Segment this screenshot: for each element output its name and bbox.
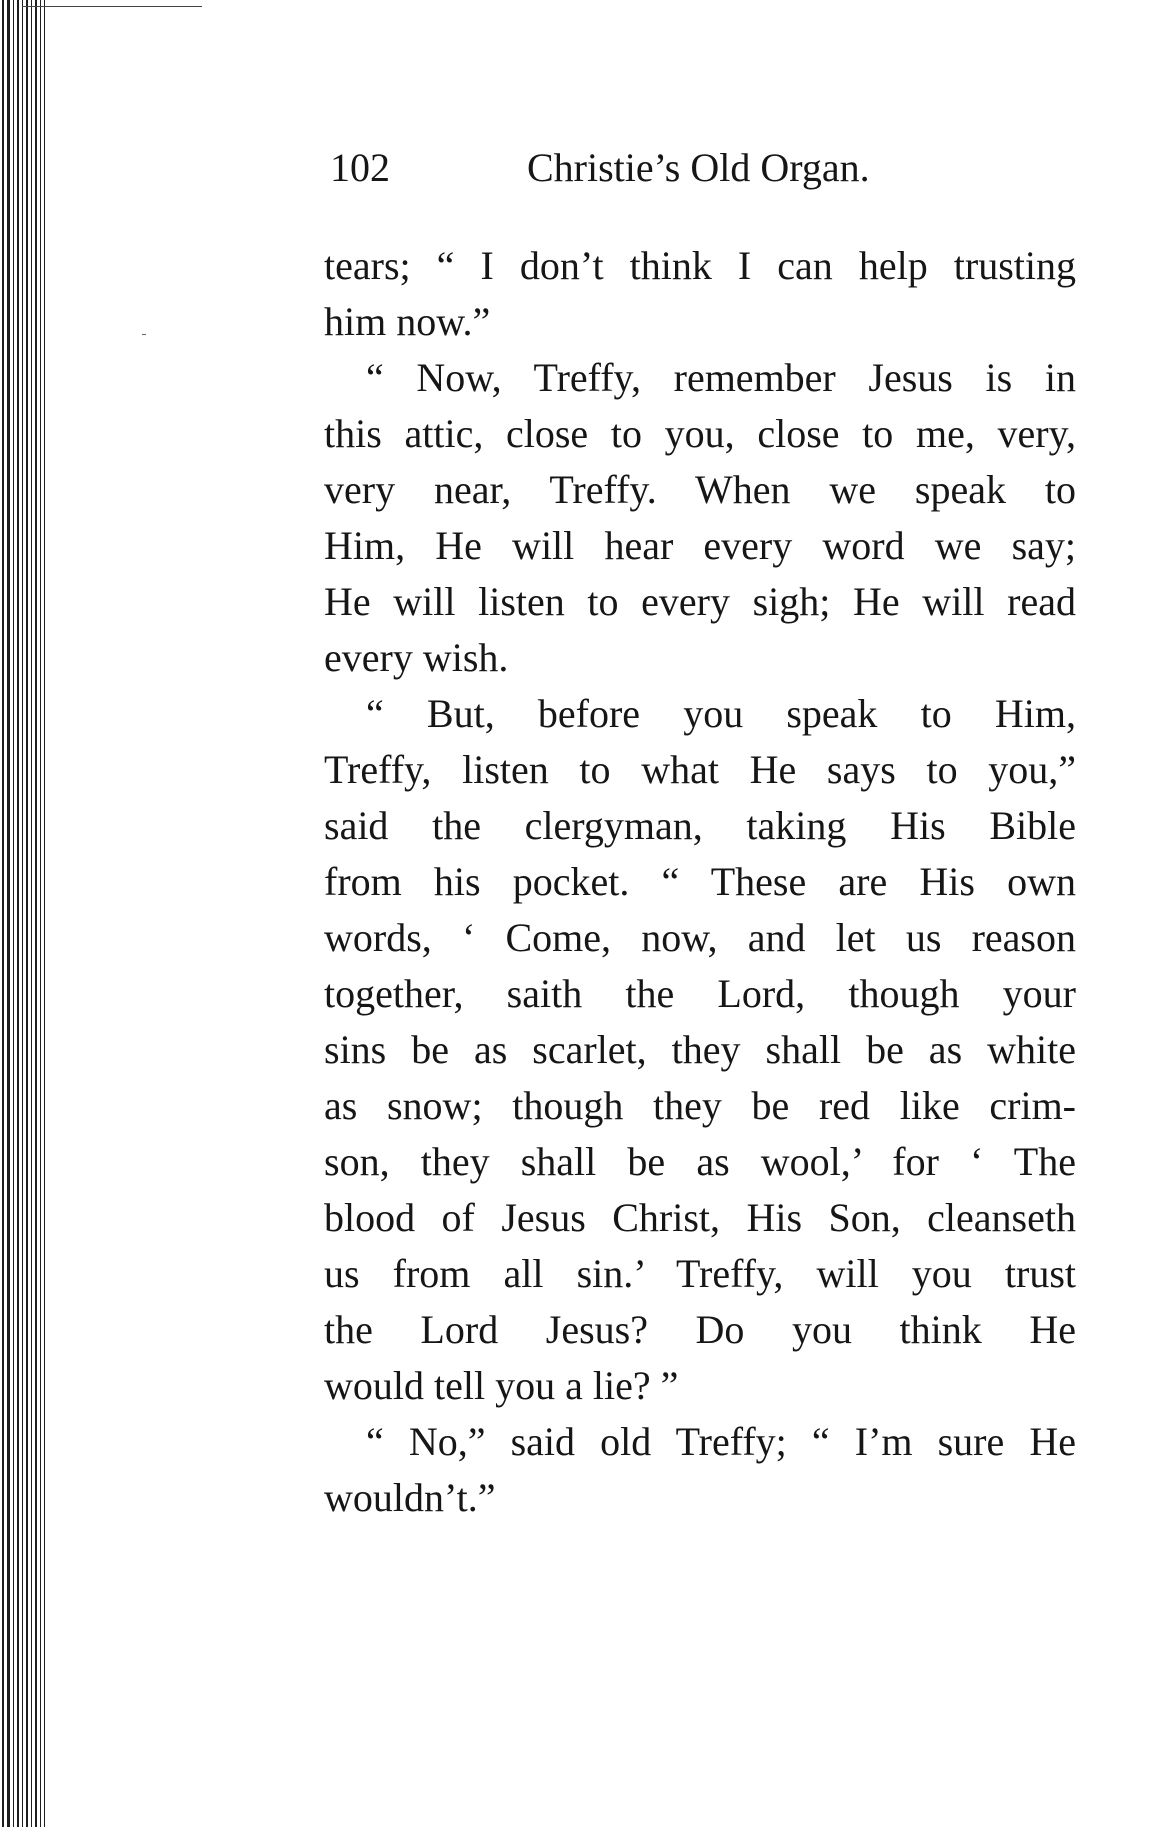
text-line: son, they shall be as wool,’ for ‘ The	[324, 1139, 1076, 1184]
text-line: “ No,” said old Treffy; “ I’m sure He	[366, 1419, 1076, 1464]
text-line: from his pocket. “ These are His own	[324, 859, 1076, 904]
text-line: very near, Treffy. When we speak to	[324, 467, 1076, 512]
text-line: “ Now, Treffy, remember Jesus is in	[366, 355, 1076, 400]
scan-speck	[142, 334, 146, 335]
text-line: Treffy, listen to what He says to you,”	[324, 747, 1076, 792]
text-line: us from all sin.’ Treffy, will you trust	[324, 1251, 1076, 1296]
text-line: He will listen to every sigh; He will read	[324, 579, 1076, 624]
text-line: every wish.	[324, 635, 509, 680]
text-line: said the clergyman, taking His Bible	[324, 803, 1076, 848]
running-title: Christie’s Old Organ.	[527, 145, 870, 190]
text-line: tears; “ I don’t think I can help trusting	[324, 243, 1076, 288]
text-line: words, ‘ Come, now, and let us reason	[324, 915, 1076, 960]
text-line: as snow; though they be red like crim-	[324, 1083, 1076, 1128]
text-line: the Lord Jesus? Do you think He	[324, 1307, 1076, 1352]
page-number: 102	[330, 145, 390, 190]
page-header	[330, 138, 930, 198]
top-edge-rule	[22, 6, 202, 7]
body-text	[324, 238, 1076, 1526]
text-line: sins be as scarlet, they shall be as white	[324, 1027, 1076, 1072]
text-line: him now.”	[324, 299, 491, 344]
text-line: blood of Jesus Christ, His Son, cleanseth	[324, 1195, 1076, 1240]
text-line: together, saith the Lord, though your	[324, 971, 1076, 1016]
text-line: would tell you a lie? ”	[324, 1363, 679, 1408]
text-line: “ But, before you speak to Him,	[366, 691, 1076, 736]
text-line: wouldn’t.”	[324, 1475, 496, 1520]
book-binding-edge	[0, 0, 52, 1827]
text-line: Him, He will hear every word we say;	[324, 523, 1076, 568]
text-line: this attic, close to you, close to me, very,	[324, 411, 1076, 456]
